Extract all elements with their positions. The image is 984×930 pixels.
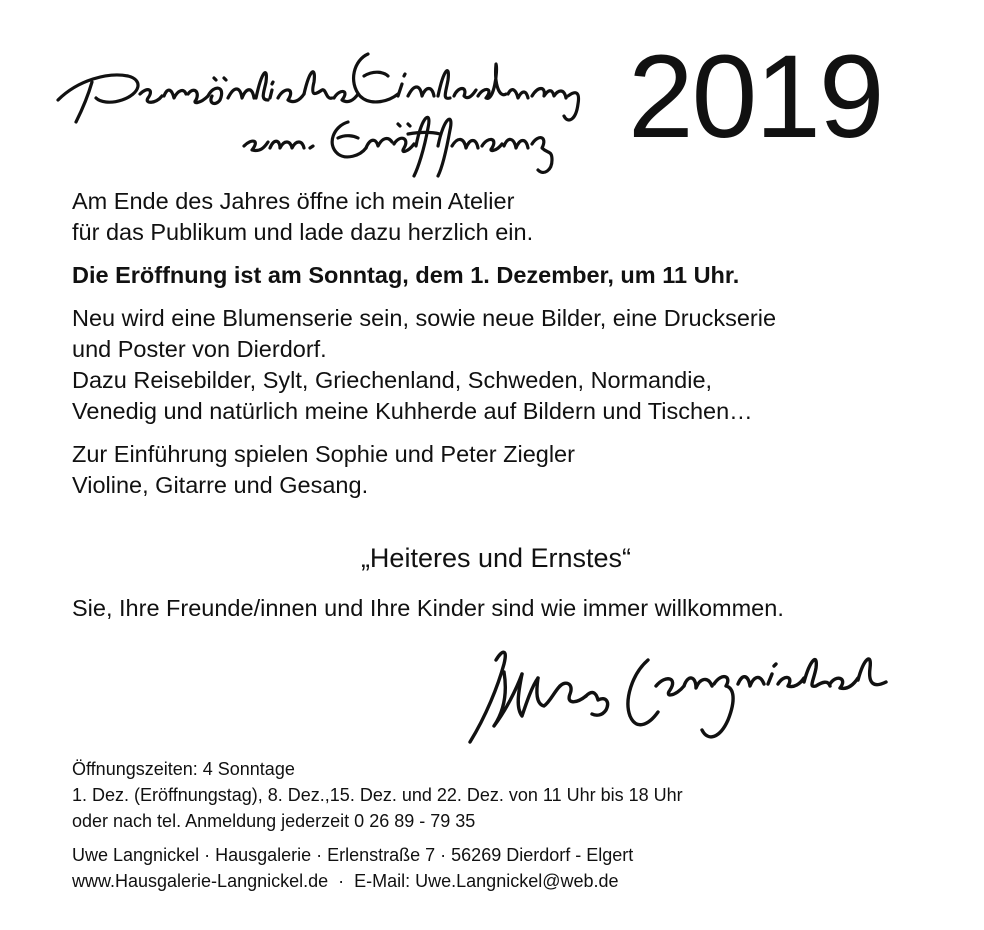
program-title: „Heiteres und Ernstes“ xyxy=(360,543,632,573)
works-line-2: und Poster von Dierdorf. xyxy=(72,336,327,362)
handwritten-title xyxy=(48,20,608,180)
music-line-1: Zur Einführung spielen Sophie und Peter Ziegler xyxy=(72,441,575,467)
footer-info xyxy=(72,756,952,894)
year: 2019 xyxy=(628,31,883,163)
address: Uwe Langnickel · Hausgalerie · Erlenstraße 7 · 56269 Dierdorf - Elgert xyxy=(72,845,634,865)
signature xyxy=(456,630,896,754)
hours-dates: 1. Dez. (Eröffnungstag), 8. Dez.,15. Dez. und 22. Dez. von 11 Uhr bis 18 Uhr xyxy=(72,785,683,805)
works-line-1: Neu wird eine Blumenserie sein, sowie neue Bilder, eine Druckserie xyxy=(72,305,777,331)
works-line-3: Dazu Reisebilder, Sylt, Griechenland, Schweden, Normandie, xyxy=(72,367,713,393)
intro-line-2: für das Publikum und lade dazu herzlich ein. xyxy=(72,219,534,245)
music-line-2: Violine, Gitarre und Gesang. xyxy=(72,472,369,498)
invitation-body xyxy=(72,186,952,501)
contact: www.Hausgalerie-Langnickel.de · E-Mail: Uwe.Langnickel@web.de xyxy=(72,871,619,891)
hours-title: Öffnungszeiten: 4 Sonntage xyxy=(72,759,295,779)
hours-phone: oder nach tel. Anmeldung jederzeit 0 26 89 - 79 35 xyxy=(72,811,476,831)
intro-line-1: Am Ende des Jahres öffne ich mein Atelier xyxy=(72,188,515,214)
welcome-text: Sie, Ihre Freunde/innen und Ihre Kinder sind wie immer willkommen. xyxy=(72,595,784,621)
opening-date: Die Eröffnung ist am Sonntag, dem 1. Dezember, um 11 Uhr. xyxy=(72,262,740,288)
works-line-4: Venedig und natürlich meine Kuhherde auf Bildern und Tischen… xyxy=(72,398,753,424)
